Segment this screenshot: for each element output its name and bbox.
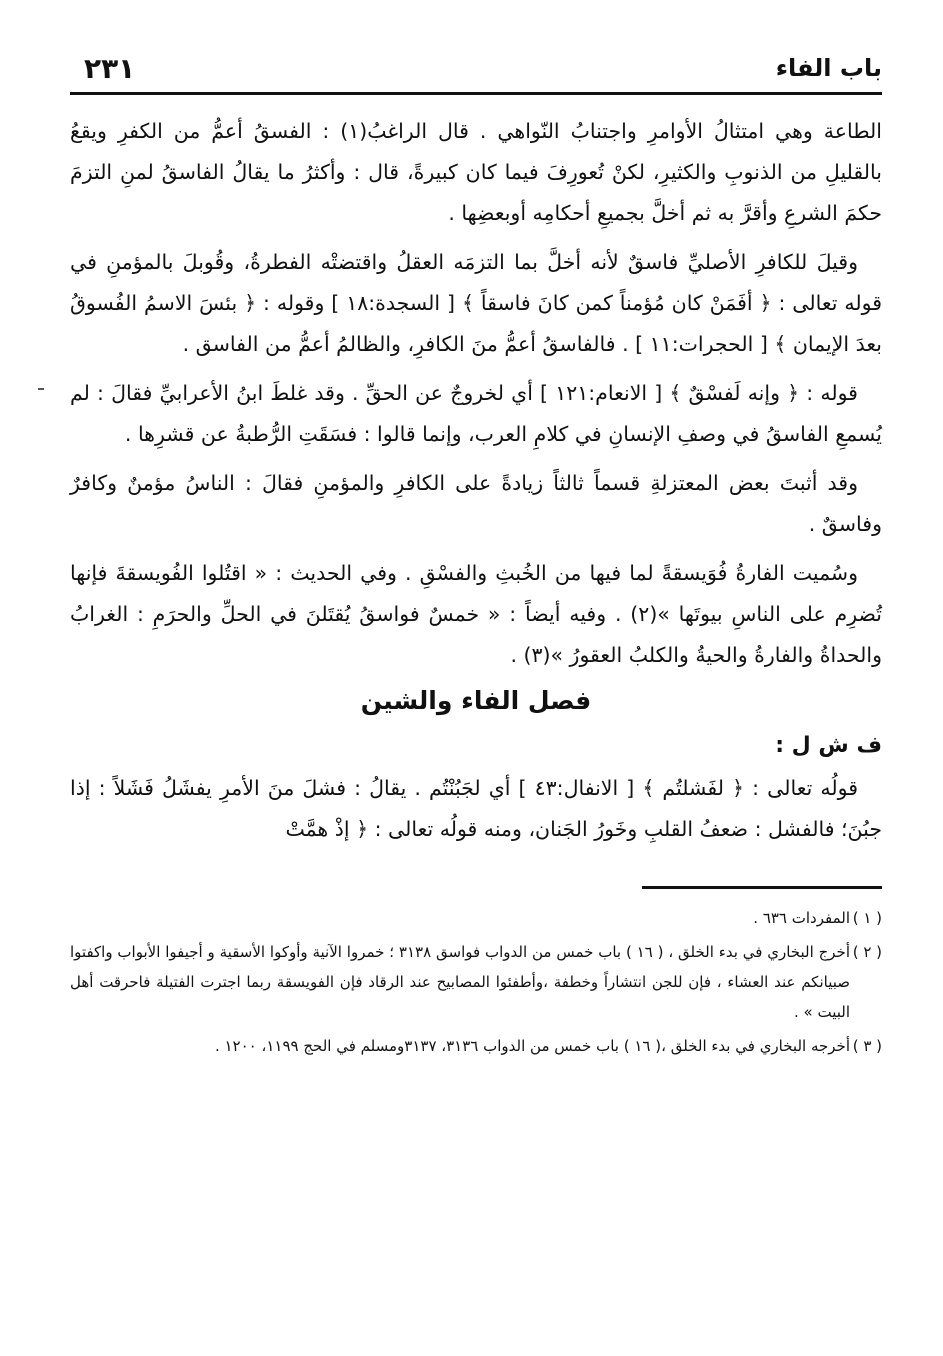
paragraph: الطاعة وهي امتثالُ الأوامرِ واجتنابُ النّواهي . قال الراغبُ(١) : الفسقُ أعمُّ من الكفرِ ويقعُ بالقليلِ من الذنوبِ والكثيرِ، لكنْ تُعورِفَ فيما كان كبيرةً، قال : وأكثرُ ما يقالُ الفاسقُ لمنِ التزمَ حكمَ الشرعِ وأقرَّ به ثم أخلَّ بجميعِ أحكامِه أوبعضِها . [70,119,882,225]
footnote [70,937,882,1027]
scan-mark [38,388,44,390]
paragraph: قولُه تعالى : ﴿ لفَشلتُم ﴾ [ الانفال:٤٣ ] أي لجَبُنْتُم . يقالُ : فشلَ منَ الأمرِ يفشَلُ فَشَلاً : إذا جبُنَ؛ فالفشل : ضعفُ القلبِ وخَورُ الجَنان، ومنه قولُه تعالى : ﴿ إذْ همَّتْ [70,776,882,841]
footnote-text: أخرج البخاري في بدء الخلق ، ( ١٦ ) باب خمس من الدواب فواسق ٣١٣٨ ؛ خمروا الآنية وأوكوا الأسقية و أجيفوا الأبواب واكفتوا صبيانكم عند العشاء ، فإن للجن انتشاراً وخطفة ،وأطفئوا المصابيح عند الرقاد فإن الفويسقة ربما اجترت الفتيلة فاحرقت أهل البيت » . [70,943,850,1021]
paragraph: وقد أثبتَ بعض المعتزلةِ قسماً ثالثاً زيادةً على الكافرِ والمؤمنِ فقالَ : الناسُ مؤمنٌ وكافرٌ وفاسقٌ . [70,471,882,536]
paragraph: وسُميت الفارةُ فُوَيسقةً لما فيها من الخُبثِ والفسْقِ . وفي الحديث : « اقتُلوا الفُويسقةَ فإنها تُضرِم على الناسِ بيوتَها »(٢) . وفيه أيضاً : « خمسٌ فواسقُ يُقتَلنَ في الحلِّ والحرَمِ : الغرابُ والحداةُ والفارةُ والحيةُ والكلبُ العقورُ »(٣) . [70,561,883,667]
footnote [70,903,882,933]
running-header [70,40,882,95]
paragraph: قوله : ﴿ وإنه لَفسْقٌ ﴾ [ الانعام:١٢١ ] أي لخروجٌ عن الحقِّ . وقد غلطَ ابنُ الأعرابيِّ فقالَ : لم يُسمعِ الفاسقُ في وصفِ الإنسانِ في كلامِ العرب، وإنما قالوا : فسَقَتِ الرُّطبةُ عن قشرِها . [70,381,882,446]
body-text [70,111,882,850]
chapter-title: باب الفاء [775,54,882,82]
book-page [70,40,882,1330]
section-heading: فصل الفاء والشين [360,686,592,715]
paragraph: وقيلَ للكافرِ الأصليِّ فاسقٌ لأنه أخلَّ بما التزمَه العقلُ واقتضتْه الفطرةُ، وقُوبلَ بالمؤمنِ في قوله تعالى : ﴿ أفَمَنْ كان مُؤمناً كمن كانَ فاسقاً ﴾ [ السجدة:١٨ ] وقوله : ﴿ بئسَ الاسمُ الفُسوقُ بعدَ الإيمان ﴾ [ الحجرات:١١ ] . فالفاسقُ أعمُّ منَ الكافرِ، والظالمُ أعمُّ من الفاسق . [70,250,882,356]
footnote-marker: ( ١ ) [852,909,882,927]
page-number: ٢٣١ [84,52,136,85]
footnote-divider [642,886,882,889]
footnote-text: المفردات ٦٣٦ . [753,909,850,927]
root-entry: ف ش ل : [775,733,882,758]
footnote [70,1031,882,1061]
footnote-marker: ( ٢ ) [852,943,882,961]
footnote-text: أخرجه البخاري في بدء الخلق ،( ١٦ ) باب خمس من الدواب ٣١٣٦، ٣١٣٧ومسلم في الحج ١١٩٩، ١٢٠٠ . [214,1037,850,1055]
footnotes [70,903,882,1061]
footnote-marker: ( ٣ ) [852,1037,882,1055]
